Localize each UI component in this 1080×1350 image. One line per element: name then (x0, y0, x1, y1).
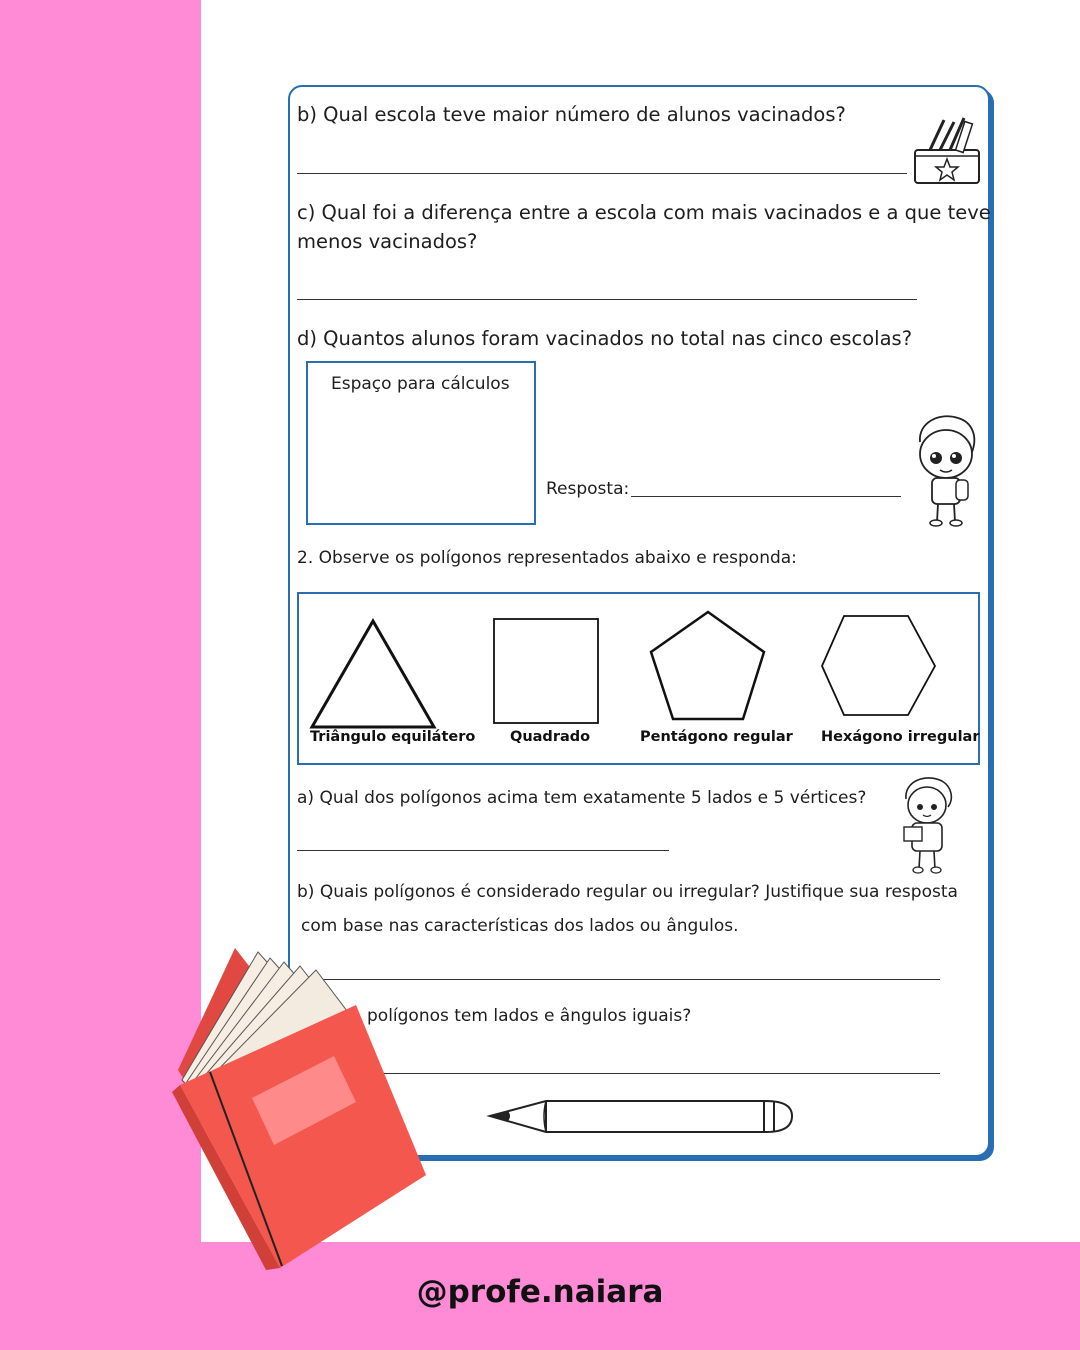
pencil-icon (486, 1097, 796, 1137)
section-2-title: 2. Observe os polígonos representados abaixo e responda: (297, 548, 797, 568)
pencil-case-icon (910, 112, 985, 187)
book-icon (170, 940, 435, 1275)
label-square: Quadrado (510, 729, 591, 745)
calc-box-label: Espaço para cálculos (331, 374, 510, 394)
question-c-line2: menos vacinados? (297, 230, 478, 253)
square-shape (494, 619, 598, 723)
answer-label: Resposta: (546, 479, 630, 499)
boy-backpack-illustration (910, 412, 982, 528)
label-pentagon: Pentágono regular (640, 729, 793, 745)
question-c-line1: c) Qual foi a diferença entre a escola com mais vacinados e a que teve (297, 201, 991, 224)
instagram-handle: @profe.naiara (416, 1274, 664, 1310)
question-2a: a) Qual dos polígonos acima tem exatamente 5 lados e 5 vértices? (297, 788, 867, 808)
hexagon-shape (822, 616, 935, 715)
answer-line-2a[interactable] (297, 850, 669, 851)
question-2c: polígonos tem lados e ângulos iguais? (367, 1006, 692, 1026)
pentagon-shape (651, 612, 764, 719)
boy-reading-illustration (898, 775, 956, 875)
question-2b-line2: com base nas características dos lados ou ângulos. (301, 916, 739, 936)
label-triangle: Triângulo equilátero (310, 729, 476, 745)
triangle-shape (312, 621, 434, 727)
question-2b-line1: b) Quais polígonos é considerado regular ou irregular? Justifique sua resposta (297, 882, 958, 902)
label-hexagon: Hexágono irregular (821, 729, 980, 745)
answer-line-c[interactable] (297, 299, 917, 300)
answer-line-b[interactable] (297, 173, 907, 174)
question-d: d) Quantos alunos foram vacinados no total nas cinco escolas? (297, 327, 913, 350)
answer-line-d[interactable] (631, 496, 901, 497)
question-b: b) Qual escola teve maior número de alunos vacinados? (297, 103, 846, 126)
